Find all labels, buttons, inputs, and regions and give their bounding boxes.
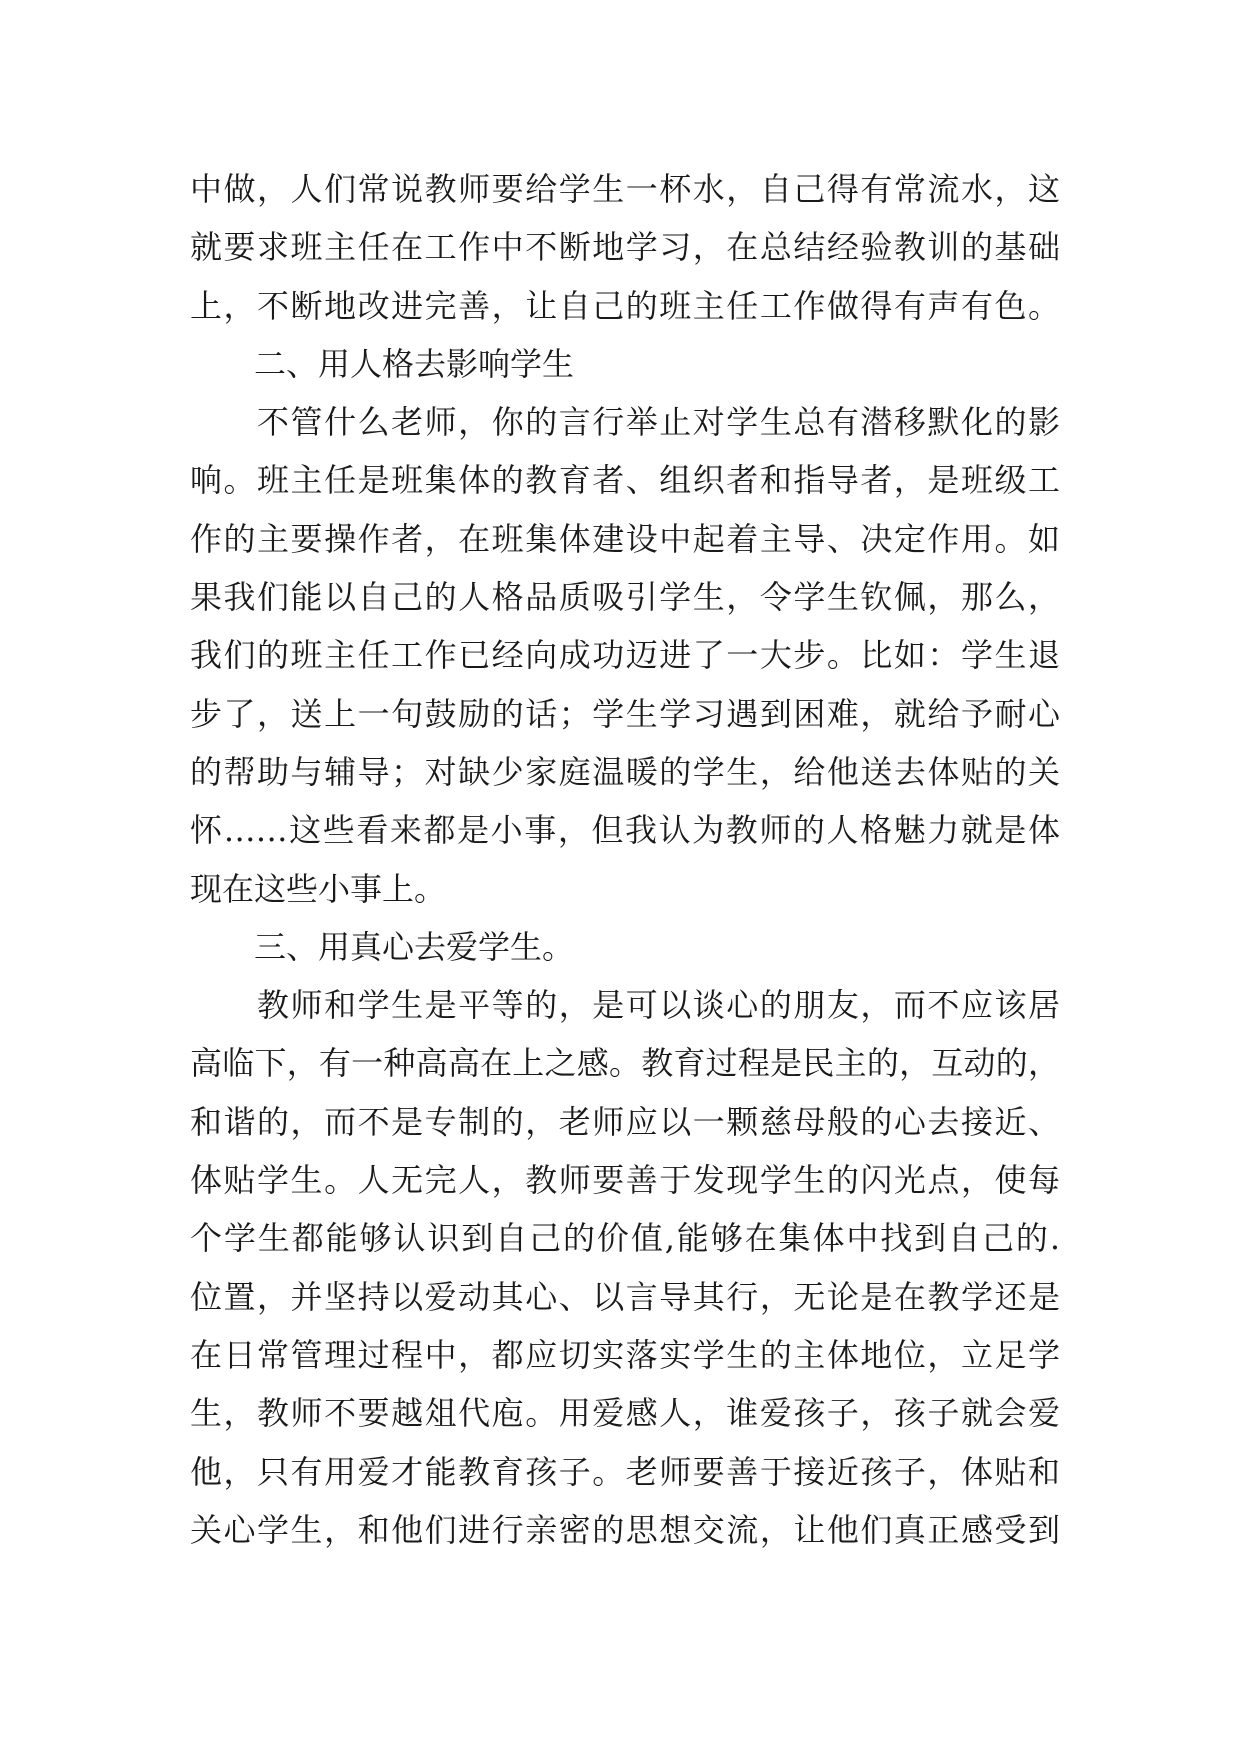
text-line: 在日常管理过程中，都应切实落实学生的主体地位，立足学 xyxy=(190,1335,1060,1374)
section-heading: 二、用人格去影响学生 xyxy=(190,344,575,383)
text-line: 的帮助与辅导；对缺少家庭温暖的学生，给他送去体贴的关 xyxy=(190,752,1060,791)
text-line: 现在这些小事上。 xyxy=(190,869,447,908)
text-line: 他，只有用爱才能教育孩子。老师要善于接近孩子，体贴和 xyxy=(190,1452,1060,1491)
text-line: 不管什么老师，你的言行举止对学生总有潜移默化的影 xyxy=(190,403,1060,442)
text-line: 怀……这些看来都是小事，但我认为教师的人格魅力就是体 xyxy=(190,811,1060,850)
text-line: 个学生都能够认识到自己的价值,能够在集体中找到自己的. xyxy=(190,1219,1060,1258)
text-line: 和谐的，而不是专制的，老师应以一颗慈母般的心去接近、 xyxy=(190,1102,1060,1141)
text-line: 教师和学生是平等的，是可以谈心的朋友，而不应该居 xyxy=(190,986,1060,1025)
text-line: 步了，送上一句鼓励的话；学生学习遇到困难，就给予耐心 xyxy=(190,694,1060,733)
text-line: 高临下，有一种高高在上之感。教育过程是民主的，互动的， xyxy=(190,1044,1060,1083)
section-heading: 三、用真心去爱学生。 xyxy=(190,927,575,966)
text-line: 就要求班主任在工作中不断地学习，在总结经验教训的基础 xyxy=(190,228,1060,267)
text-line: 位置，并坚持以爱动其心、以言导其行，无论是在教学还是 xyxy=(190,1277,1060,1316)
text-line: 响。班主任是班集体的教育者、组织者和指导者，是班级工 xyxy=(190,461,1060,500)
text-line: 我们的班主任工作已经向成功迈进了一大步。比如：学生退 xyxy=(190,636,1060,675)
text-line: 体贴学生。人无完人，教师要善于发现学生的闪光点，使每 xyxy=(190,1161,1060,1200)
text-line: 上，不断地改进完善，让自己的班主任工作做得有声有色。 xyxy=(190,286,1060,325)
document-body xyxy=(190,160,1060,1559)
text-line: 果我们能以自己的人格品质吸引学生，令学生钦佩，那么， xyxy=(190,578,1060,617)
text-line: 中做，人们常说教师要给学生一杯水，自己得有常流水，这 xyxy=(190,170,1060,208)
text-line: 生，教师不要越俎代庖。用爱感人，谁爱孩子，孩子就会爱 xyxy=(190,1394,1060,1433)
text-line: 关心学生，和他们进行亲密的思想交流，让他们真正感受到 xyxy=(190,1510,1060,1549)
text-line: 作的主要操作者，在班集体建设中起着主导、决定作用。如 xyxy=(190,519,1060,558)
